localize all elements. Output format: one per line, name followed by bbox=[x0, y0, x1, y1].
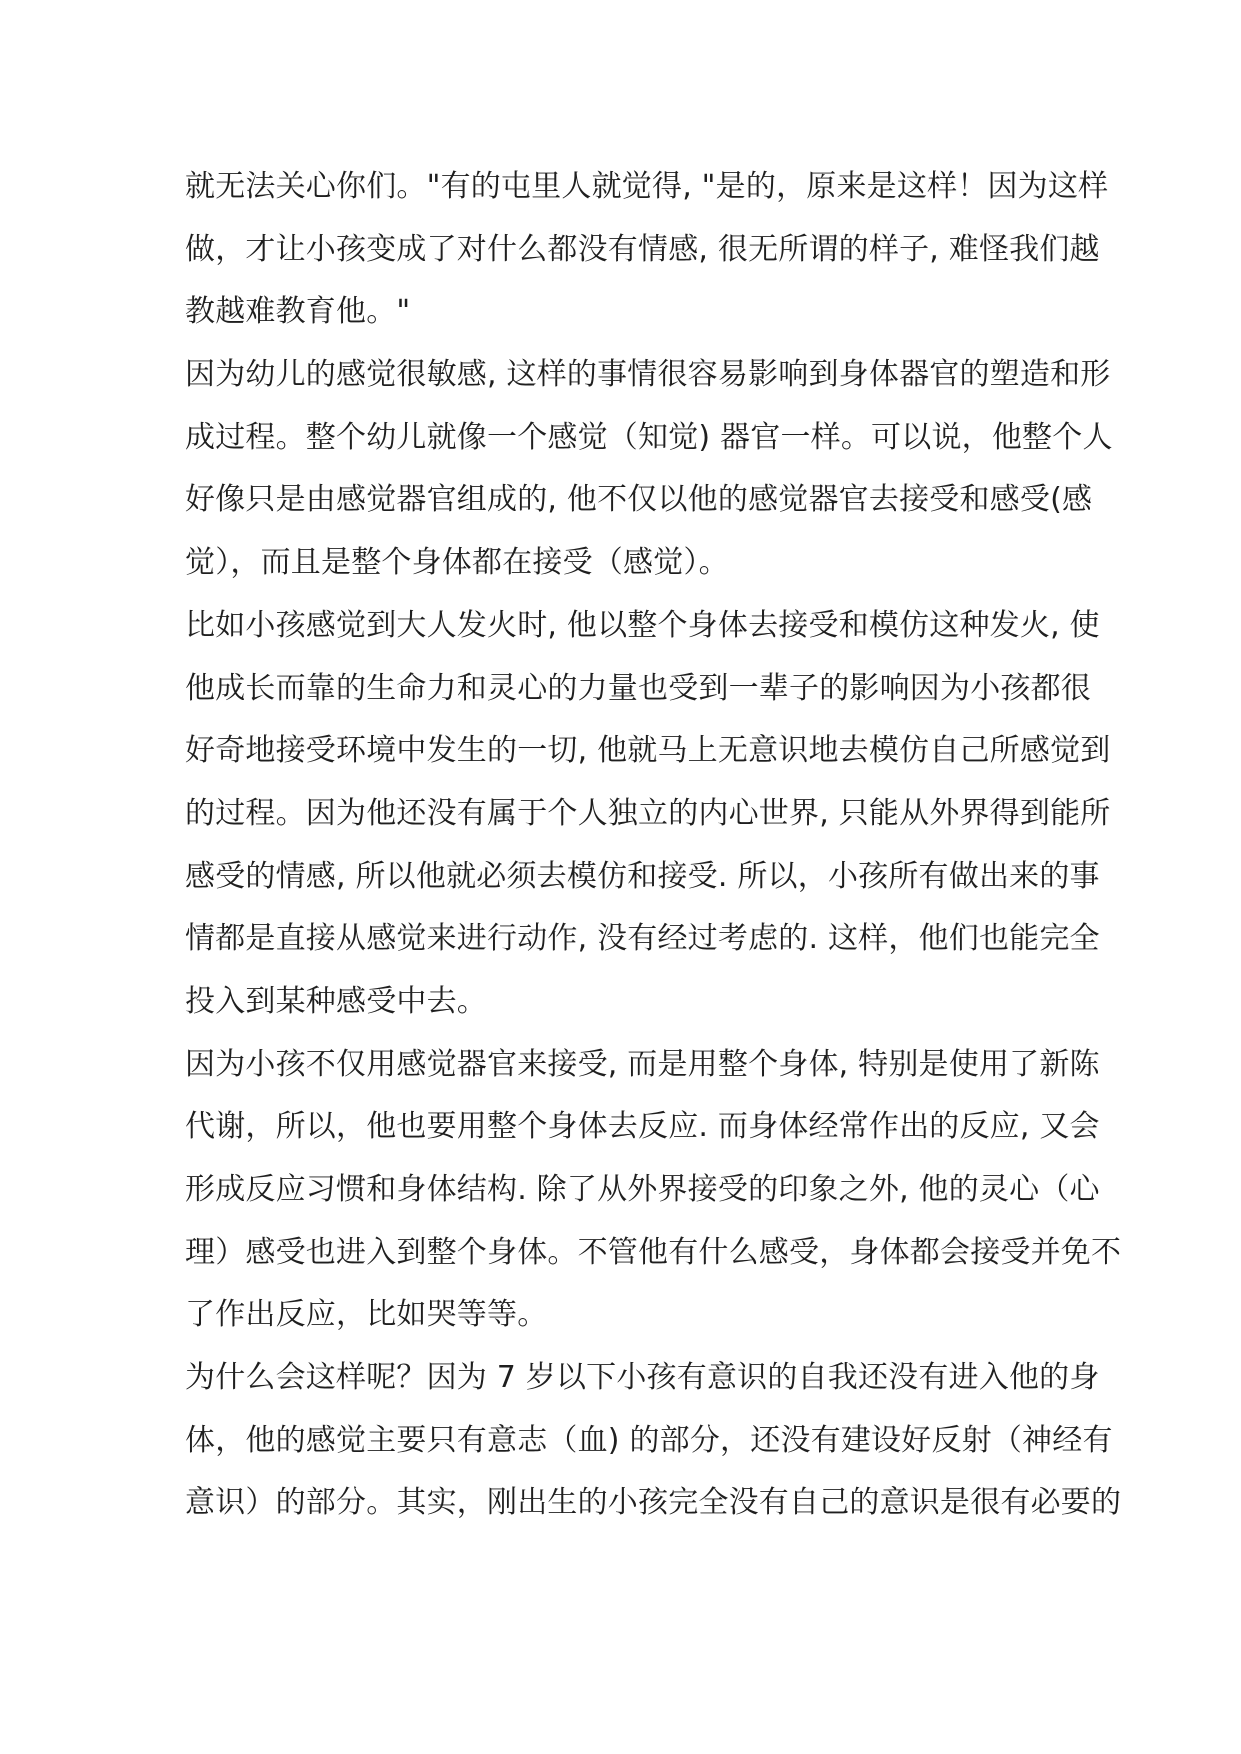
text-line: 了作出反应，比如哭等等。 bbox=[185, 1297, 548, 1333]
text-line: 因为小孩不仅用感觉器官来接受, 而是用整个身体, 特别是使用了新陈 bbox=[185, 1046, 1100, 1082]
text-line: 觉），而且是整个身体都在接受（感觉）。 bbox=[185, 545, 729, 581]
document-body-text bbox=[185, 156, 1122, 1535]
text-line: 投入到某种感受中去。 bbox=[185, 983, 487, 1019]
text-line: 因为幼儿的感觉很敏感, 这样的事情很容易影响到身体器官的塑造和形 bbox=[185, 357, 1111, 393]
text-line: 代谢，所以，他也要用整个身体去反应. 而身体经常作出的反应, 又会 bbox=[185, 1109, 1100, 1145]
text-line: 好像只是由感觉器官组成的, 他不仅以他的感觉器官去接受和感受(感 bbox=[185, 482, 1093, 518]
text-line: 教越难教育他。" bbox=[185, 294, 411, 330]
text-line: 体，他的感觉主要只有意志（血) 的部分，还没有建设好反射（神经有 bbox=[185, 1422, 1113, 1458]
text-line: 感受的情感, 所以他就必须去模仿和接受. 所以，小孩所有做出来的事 bbox=[185, 858, 1100, 894]
text-line: 成过程。整个幼儿就像一个感觉（知觉) 器官一样。可以说，他整个人 bbox=[185, 419, 1113, 455]
text-line: 意识）的部分。其实，刚出生的小孩完全没有自己的意识是很有必要的 bbox=[185, 1485, 1122, 1521]
text-line: 为什么会这样呢？因为 7 岁以下小孩有意识的自我还没有进入他的身 bbox=[185, 1360, 1100, 1396]
text-line: 就无法关心你们。"有的屯里人就觉得, "是的，原来是这样！因为这样 bbox=[185, 169, 1109, 204]
text-line: 理）感受也进入到整个身体。不管他有什么感受，身体都会接受并免不 bbox=[185, 1234, 1122, 1270]
text-line: 形成反应习惯和身体结构. 除了从外界接受的印象之外, 他的灵心（心 bbox=[185, 1172, 1100, 1207]
text-line: 好奇地接受环境中发生的一切, 他就马上无意识地去模仿自己所感觉到 bbox=[185, 733, 1111, 769]
text-line: 做，才让小孩变成了对什么都没有情感, 很无所谓的样子, 难怪我们越 bbox=[185, 231, 1100, 267]
text-line: 比如小孩感觉到大人发火时, 他以整个身体去接受和模仿这种发火, 使 bbox=[185, 607, 1100, 643]
text-line: 情都是直接从感觉来进行动作, 没有经过考虑的. 这样，他们也能完全 bbox=[185, 921, 1100, 957]
text-line: 的过程。因为他还没有属于个人独立的内心世界, 只能从外界得到能所 bbox=[185, 795, 1111, 831]
text-line: 他成长而靠的生命力和灵心的力量也受到一辈子的影响因为小孩都很 bbox=[185, 670, 1091, 706]
